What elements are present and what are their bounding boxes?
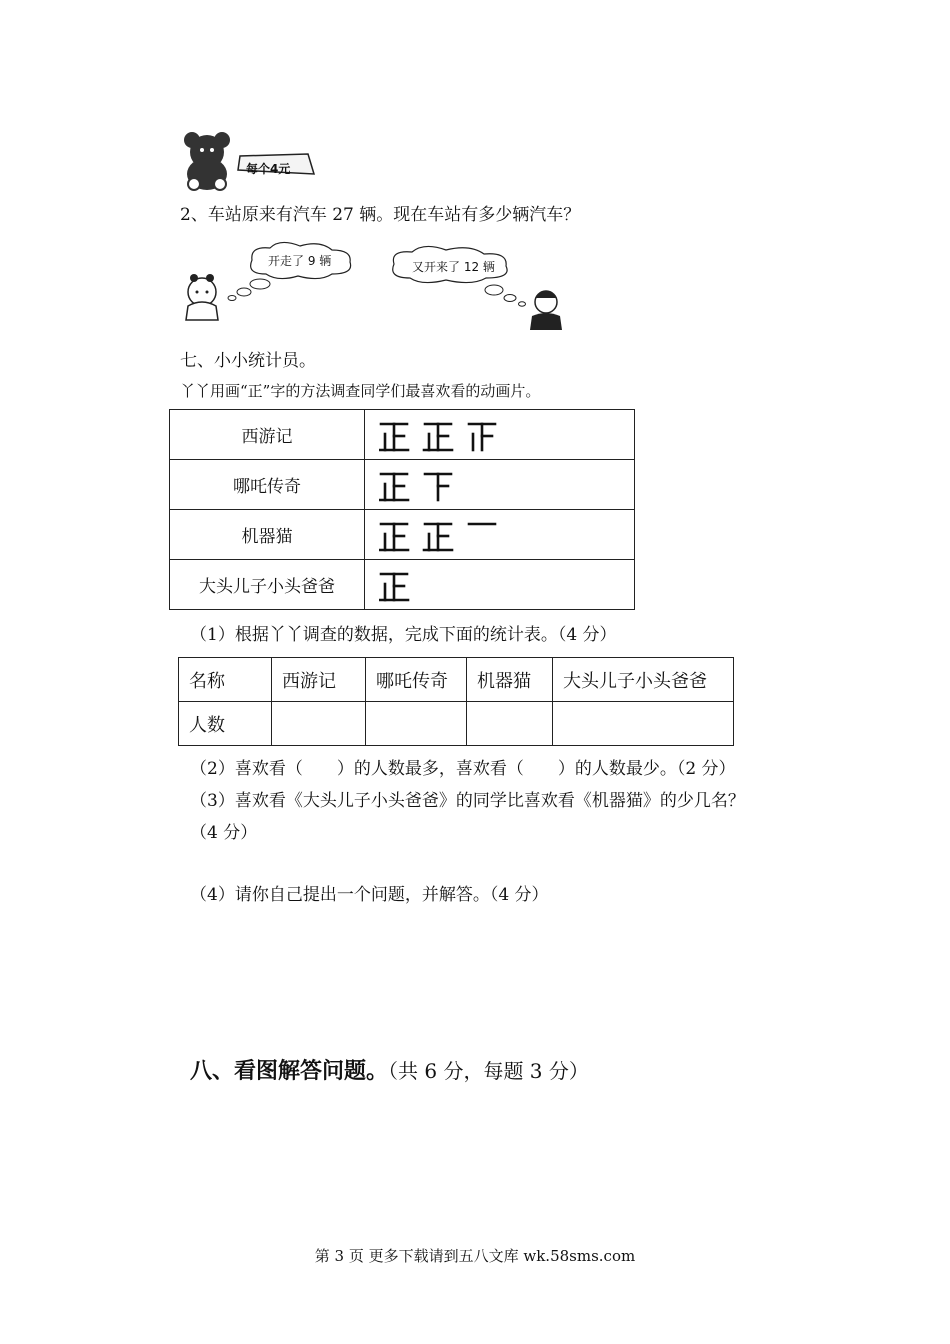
tally-marks-icon (379, 518, 579, 552)
q4-text: （4）请你自己提出一个问题，并解答。（4 分） (190, 885, 549, 905)
tally-row (170, 410, 635, 460)
q3-text-line1: （3）喜欢看《大头儿子小头爸爸》的同学比喜欢看《机器猫》的少几名？ (190, 791, 745, 811)
stat-header-cell: 大头儿子小头爸爸 (553, 658, 734, 702)
stat-count-row (179, 702, 734, 746)
stat-header-cell: 机器猫 (467, 658, 553, 702)
section8-heading (190, 1054, 589, 1085)
section7-title: 七、小小统计员。 (180, 351, 316, 371)
tally-marks-icon (379, 468, 579, 502)
girl-icon (186, 274, 218, 320)
tally-marks-icon (379, 568, 579, 602)
boy-icon (530, 291, 562, 330)
q2-text: 2、车站原来有汽车 27 辆。现在车站有多少辆汽车？ (180, 205, 581, 225)
stat-header-row (179, 658, 734, 702)
bubble-right-text: 又开来了 12 辆 (412, 260, 495, 274)
stat-answer-cell[interactable] (467, 702, 553, 746)
section8-title: 八、看图解答问题。 (190, 1058, 389, 1084)
q1-text: （1）根据丫丫调查的数据，完成下面的统计表。（4 分） (190, 625, 617, 645)
tally-mark-cell (365, 460, 635, 510)
tally-mark-cell (365, 510, 635, 560)
q2-blank-text: （2）喜欢看（ ）的人数最多，喜欢看（ ）的人数最少。（2 分） (190, 759, 736, 779)
bubble-left-text: 开走了 9 辆 (268, 254, 332, 268)
stat-table (178, 657, 734, 746)
tally-table (169, 409, 635, 610)
tally-mark-cell (365, 410, 635, 460)
teddy-bear-illustration (180, 130, 330, 192)
tally-row (170, 510, 635, 560)
tally-mark-cell (365, 560, 635, 610)
tally-name-cell: 哪吒传奇 (170, 460, 365, 510)
stat-header-cell: 哪吒传奇 (366, 658, 467, 702)
section8-note: （共 6 分，每题 3 分） (388, 1059, 589, 1083)
bus-station-illustration (180, 240, 580, 335)
stat-header-cell: 西游记 (272, 658, 366, 702)
stat-row-label: 人数 (179, 702, 272, 746)
q3-text-line2: （4 分） (190, 823, 258, 843)
tally-marks-icon (379, 418, 579, 452)
stat-header-cell: 名称 (179, 658, 272, 702)
price-tag-label: 每个4元 (246, 162, 291, 176)
tally-row (170, 560, 635, 610)
stat-answer-cell[interactable] (272, 702, 366, 746)
tally-name-cell: 机器猫 (170, 510, 365, 560)
thought-bubbles-icon (180, 240, 580, 335)
page-footer: 第 3 页 更多下载请到五八文库 wk.58sms.com (314, 1247, 636, 1265)
tally-name-cell: 西游记 (170, 410, 365, 460)
tally-name-cell: 大头儿子小头爸爸 (170, 560, 365, 610)
stat-answer-cell[interactable] (366, 702, 467, 746)
stat-answer-cell[interactable] (553, 702, 734, 746)
tally-row (170, 460, 635, 510)
section7-intro: 丫丫用画“正”字的方法调查同学们最喜欢看的动画片。 (180, 382, 541, 400)
